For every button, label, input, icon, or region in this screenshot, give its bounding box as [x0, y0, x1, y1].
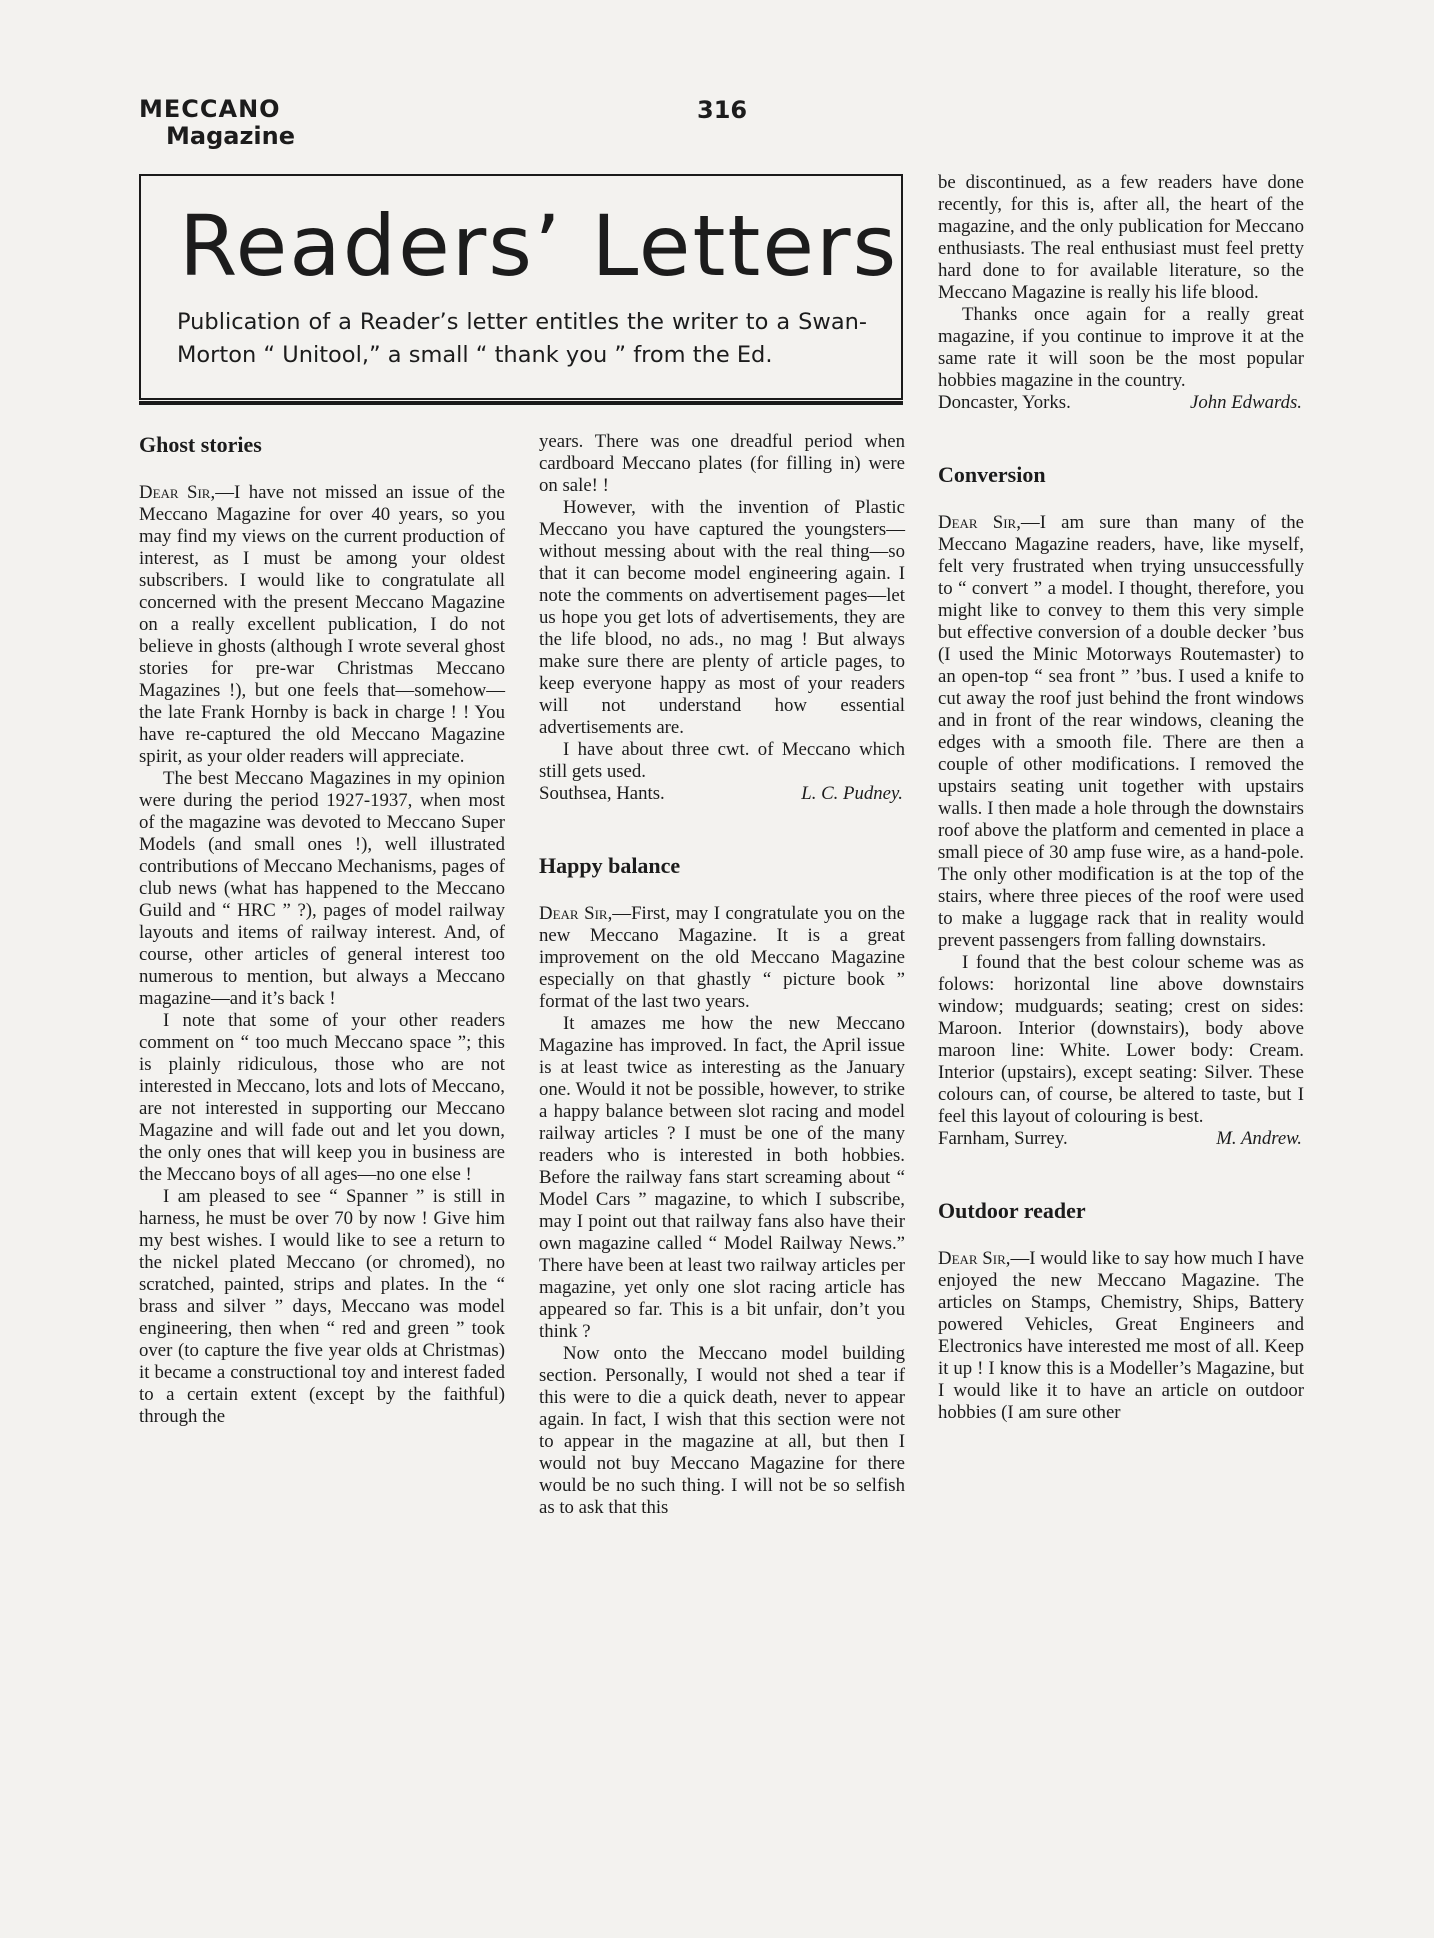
title-subtitle: Publication of a Reader’s letter entitles the writer to a Swan-Morton “ Unitool,” a small “ thank you ” from the Ed.	[177, 309, 867, 368]
masthead-line2: Magazine	[166, 122, 296, 150]
letter-heading-outdoor-reader: Outdoor reader	[938, 1198, 1086, 1223]
letter-heading-happy-balance: Happy balance	[539, 853, 681, 878]
page-number: 316	[697, 96, 748, 124]
paragraph-text: —First, may I congratulate you on the new Meccano Magazine. It is a great improvement on the old Meccano Magazine especially on that ghastly “ picture book ” format of the last two years.	[539, 903, 905, 1012]
letter-heading-ghost-stories: Ghost stories	[139, 432, 262, 457]
signature-place: Doncaster, Yorks.	[938, 392, 1071, 413]
letter-paragraph	[938, 512, 1304, 952]
letter-paragraph: be discontinued, as a few readers have done recently, for this is, after all, the heart of the magazine, and the only publication for Meccano enthusiasts. The real enthusiast must feel pretty hard done to for available literature, so the Meccano Magazine is really his life blood.	[938, 172, 1304, 303]
masthead-line1: MECCANO	[139, 95, 281, 123]
letter-paragraph: years. There was one dreadful period when cardboard Meccano plates (for filling in) were on sale! !	[539, 431, 905, 496]
paragraph-text: —I have not missed an issue of the Meccano Magazine for over 40 years, so you may find my views on the current production of interest, as I must be among your oldest subscribers. I would like to congratulate all concerned with the present Meccano Magazine on a really excellent publication, I do not believe in ghosts (although I wrote several ghost stories for pre-war Christmas Meccano Magazines !), but one feels that—somehow—the late Frank Hornby is back in charge ! ! You have re-captured the old Meccano Magazine spirit, as your older readers will appreciate.	[139, 482, 506, 767]
signature-place: Southsea, Hants.	[539, 783, 665, 804]
page-title: Readers’ Letters	[179, 197, 899, 295]
letter-paragraph: I have about three cwt. of Meccano which still gets used.	[539, 739, 905, 782]
letter-paragraph: I am pleased to see “ Spanner ” is still in harness, he must be over 70 by now ! Give him my best wishes. I would like to see a return to the nickel plated Meccano (or chromed), no scratched, painted, strips and plates. In the “ brass and silver ” days, Meccano was model engineering, then when “ red and green ” took over (to capture the five year olds at Christmas) it became a constructional toy and interest faded to a certain extent (except by the faithful) through the	[139, 1186, 505, 1427]
salutation: Dear Sir,	[938, 512, 1021, 533]
signature-name: M. Andrew.	[1216, 1128, 1302, 1149]
paragraph-text: —I would like to say how much I have enjoyed the new Meccano Magazine. The articles on Stamps, Chemistry, Ships, Battery powered Vehicles, Great Engineers and Electronics have interested me most of all. Keep it up ! I know this is a Modeller’s Magazine, but I would like it to have an article on outdoor hobbies (I am sure other	[938, 1248, 1304, 1423]
salutation: Dear Sir,	[938, 1248, 1011, 1269]
letter-paragraph: I note that some of your other readers comment on “ too much Meccano space ”; this is plainly ridiculous, those who are not interested in Meccano, lots and lots of Meccano, are not interested in supporting our Meccano Magazine and will fade out and let you down, the only ones that will keep you in business are the Meccano boys of all ages—no one else !	[139, 1010, 505, 1185]
masthead	[139, 96, 295, 150]
signature	[539, 783, 905, 805]
section-gap	[938, 414, 1304, 462]
letter-paragraph	[938, 1248, 1304, 1424]
section-gap	[539, 805, 905, 853]
column-2	[539, 431, 905, 1519]
signature	[938, 392, 1304, 414]
letter-paragraph: I found that the best colour scheme was as folows: horizontal line above downstairs window; mudguards; seating; crest on sides: Maroon. Interior (downstairs), body above maroon line: White. Lower body: Cream. Interior (upstairs), except seating: Silver. These colours can, of course, be altered to taste, but I feel this layout of colouring is best.	[938, 952, 1304, 1127]
signature	[938, 1128, 1304, 1150]
letter-heading-conversion: Conversion	[938, 462, 1046, 487]
letter-paragraph: Thanks once again for a really great magazine, if you continue to improve it at the same rate it will soon be the most popular hobbies magazine in the country.	[938, 304, 1304, 391]
column-1	[139, 432, 505, 1428]
salutation: Dear Sir,	[539, 903, 613, 924]
letter-paragraph	[139, 482, 505, 768]
letter-paragraph: It amazes me how the new Meccano Magazine has improved. In fact, the April issue is at least twice as interesting as the January one. Would it not be possible, however, to strike a happy balance between slot racing and model railway articles ? I must be one of the many readers who is interested in both hobbies. Before the railway fans start screaming about “ Model Cars ” magazine, to which I subscribe, may I point out that railway fans also have their own magazine called “ Model Railway News.” There have been at least two railway articles per magazine, yet only one slot racing article has appeared so far. This is a bit unfair, don’t you think ?	[539, 1013, 905, 1342]
letter-paragraph: The best Meccano Magazines in my opinion were during the period 1927-1937, when most of the magazine was devoted to Meccano Super Models (and small ones !), well illustrated contributions of Meccano Mechanisms, pages of club news (what has happened to the Meccano Guild and “ HRC ” ?), pages of model railway layouts and items of railway interest. And, of course, other articles of general interest too numerous to mention, but always a Meccano magazine—and it’s back !	[139, 768, 505, 1009]
letter-paragraph	[539, 903, 905, 1013]
title-box	[139, 174, 903, 400]
paragraph-text: —I am sure than many of the Meccano Magazine readers, have, like myself, felt very frustrated when trying unsuccessfully to “ convert ” a model. I thought, therefore, you might like to convey to them this very simple but effective conversion of a double decker ’bus (I used the Minic Motorways Routemaster) to an open-top “ sea front ” ’bus. I used a knife to cut away the roof just behind the front windows and in front of the rear windows, cleaning the edges with a smooth file. There are then a couple of other modifications. I removed the upstairs seating unit together with upstairs walls. I then made a hole through the downstairs roof above the platform and cemented in place a small piece of 30 amp fuse wire, as a hand-pole. The only other modification is at the top of the stairs, where three pieces of the roof were used to make a luggage rack that in reality would prevent passengers from falling downstairs.	[938, 512, 1304, 951]
signature-name: John Edwards.	[1190, 392, 1302, 413]
salutation: Dear Sir,	[139, 482, 216, 503]
letter-paragraph: However, with the invention of Plastic Meccano you have captured the youngsters—without messing about with the real thing—so that it can become model engineering again. I note the comments on advertisement pages—let us hope you get lots of advertisements, they are the life blood, no ads., no mag ! But always make sure there are plenty of article pages, to keep everyone happy as most of your readers will not understand how essential advertisements are.	[539, 497, 905, 738]
signature-name: L. C. Pudney.	[801, 783, 903, 804]
column-3	[938, 172, 1304, 1424]
signature-place: Farnham, Surrey.	[938, 1128, 1068, 1149]
letter-paragraph: Now onto the Meccano model building section. Personally, I would not shed a tear if this were to die a quick death, never to appear again. In fact, I wish that this section were not to appear in the magazine at all, but then I would not buy Meccano Magazine for there would be no such thing. I will not be so selfish as to ask that this	[539, 1343, 905, 1518]
section-gap	[938, 1150, 1304, 1198]
